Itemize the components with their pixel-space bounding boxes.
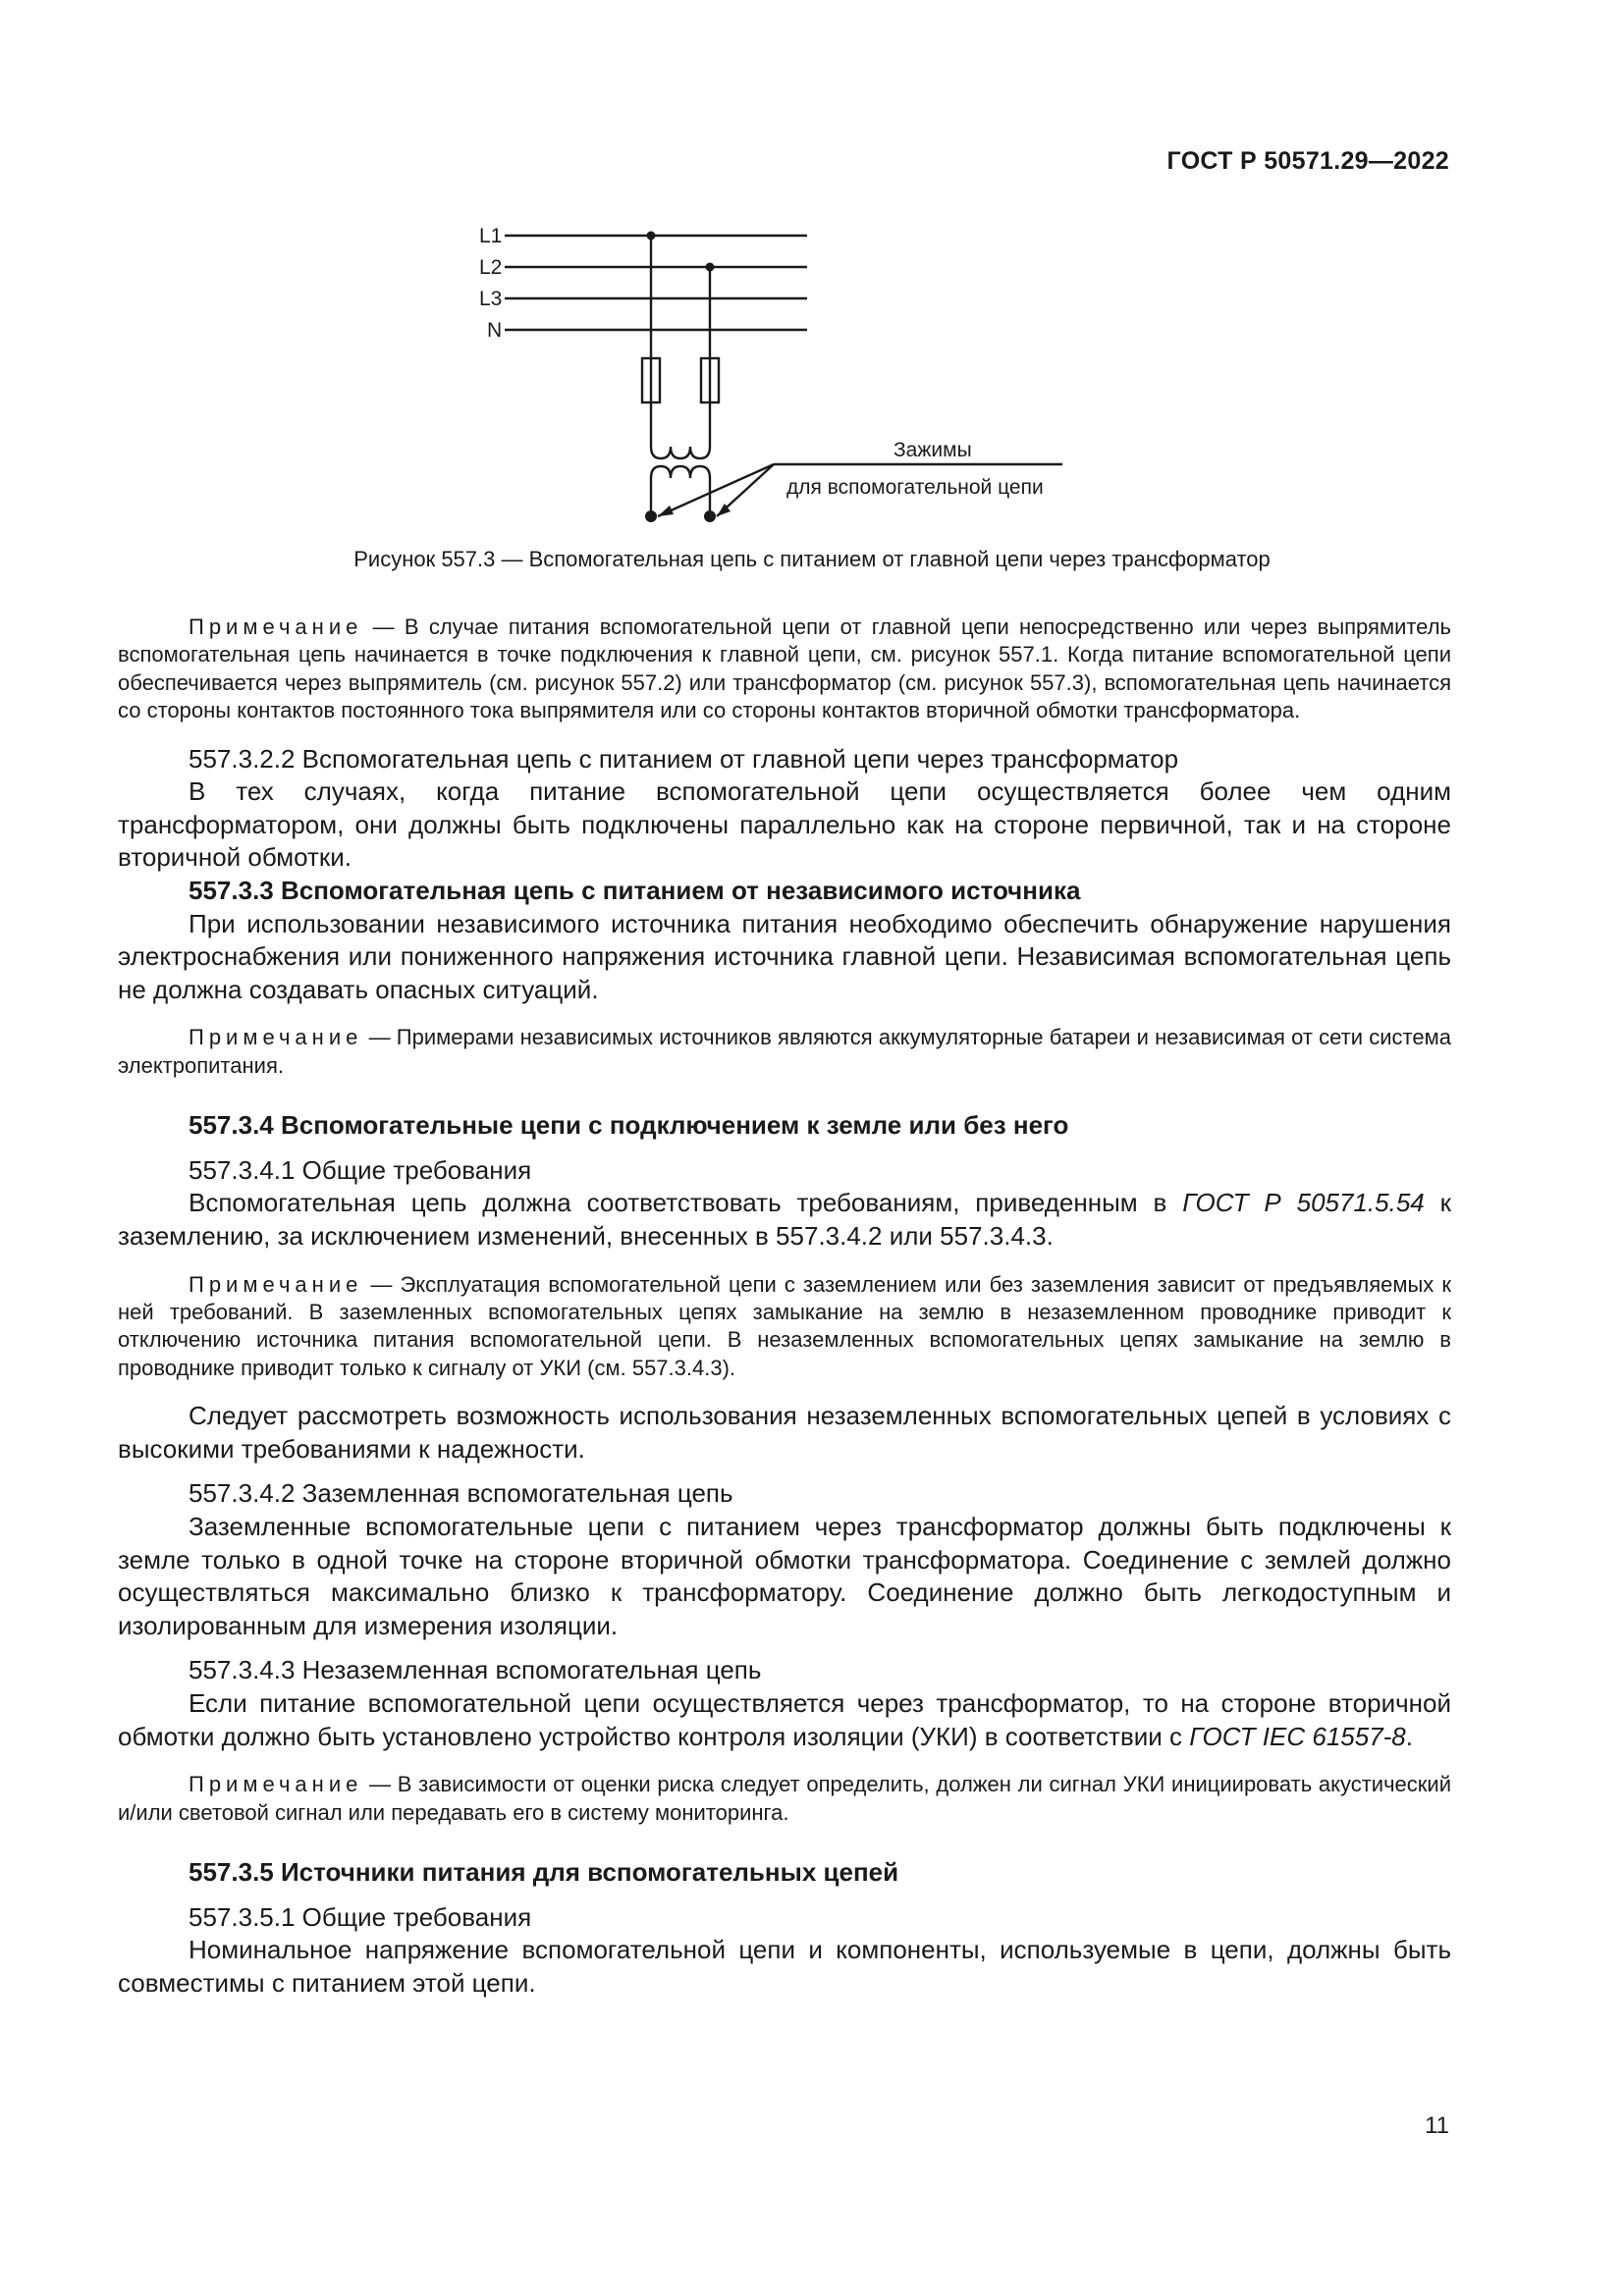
junction-l1 [647,232,656,240]
section-heading-bold [118,1856,1451,1890]
circuit-diagram [461,221,1110,535]
section-heading: 557.3.4.3 Незаземленная вспомогательная цепь [189,1655,762,1685]
body-paragraph: Номинальное напряжение вспомогательной цепи и компоненты, используемые в цепи, должны быть совместимы с питанием этой цепи. [118,1935,1451,1998]
section-heading-text: 557.3.3 Вспомогательная цепь с питанием от независимого источника [189,876,1081,905]
note-text: — Эксплуатация вспомогательной цепи с заземлением или без заземления зависит от предъявляемых к ней требований. В заземленных вспомогательных цепях замыкание на землю в незаземленном проводнике приводит к отключению источника питания вспомогательной цепи. В незаземленных вспомогательных цепях замыкание на землю в проводнике приводит только к сигналу от УКИ (см. 557.3.4.3). [118,1271,1451,1380]
note-paragraph [118,1271,1451,1383]
note-text: — В зависимости от оценки риска следует определить, должен ли сигнал УКИ инициировать акустический и/или световой сигнал или передавать его в систему мониторинга. [118,1772,1451,1825]
junction-l2 [706,263,715,272]
body-text: . [1405,1721,1414,1751]
note-paragraph [118,1771,1451,1827]
line-label-l1: L1 [479,225,503,247]
note-label: Примечание [189,614,363,639]
figure-caption: Рисунок 557.3 — Вспомогательная цепь с питанием от главной цепи через трансформатор [353,547,1271,571]
arrowhead-left [658,506,674,516]
standard-reference: ГОСТ Р 50571.5.54 [1182,1188,1425,1218]
transformer-primary-winding [651,447,710,458]
note-paragraph [118,1024,1451,1080]
document-body [118,614,1451,2000]
line-label-l3: L3 [479,288,503,310]
body-paragraph: Заземленные вспомогательные цепи с питанием через трансформатор должны быть подключены к земле только в одной точке на стороне вторичной обмотки трансформатора. Соединение с землей должно осуществляться максимально близко к трансформатору. Соединение должно быть легкодоступным и изолированным для измерения изоляции. [118,1511,1451,1640]
note-paragraph [118,614,1451,725]
terminal-right [704,510,716,522]
transformer-secondary-winding [651,466,710,478]
section-heading-bold [118,1109,1451,1143]
body-paragraph [118,1687,1451,1753]
body-text: Если питание вспомогательной цепи осуществляется через трансформатор, то на стороне вторичной обмотки должно быть установлено устройство контроля изоляции (УКИ) в соответствии с [118,1687,1451,1751]
note-label: Примечание [189,1772,363,1797]
note-label: Примечание [189,1271,363,1297]
standard-reference: ГОСТ IEC 61557-8 [1189,1721,1406,1751]
body-text: к заземлению, за исключением изменений, внесенных в 557.3.4.2 или 557.3.4.3. [118,1188,1451,1251]
body-paragraph: Следует рассмотреть возможность использования незаземленных вспомогательных цепей в условиях с высокими требованиями к надежности. [118,1401,1451,1464]
line-label-n: N [487,319,503,342]
line-label-l2: L2 [479,256,503,279]
figure-circuit-diagram [461,221,1110,535]
note-text: — В случае питания вспомогательной цепи от главной цепи непосредственно или через выпрямитель вспомогательная цепь начинается в точке подключения к главной цепи, см. рисунок 557.1. Когда питание вспомогательной цепи обеспечивается через выпрямитель (см. рисунок 557.2) или трансформатор (см. рисунок 557.3), вспомогательная цепь начинается со стороны контактов постоянного тока выпрямителя или со стороны контактов вторичной обмотки трансформатора. [118,614,1451,723]
section-heading: 557.3.5.1 Общие требования [189,1901,532,1932]
note-text: — Примерами независимых источников являются аккумуляторные батареи и независимая от сети система электропитания. [118,1025,1451,1078]
body-paragraph: В тех случаях, когда питание вспомогательной цепи осуществляется более чем одним трансформатором, они должны быть подключены параллельно как на стороне первичной, так и на стороне вторичной обмотки. [118,776,1451,873]
document-header: ГОСТ Р 50571.29—2022 [1166,147,1449,175]
terminal-left [645,510,657,522]
section-heading: 557.3.2.2 Вспомогательная цепь с питанием от главной цепи через трансформатор [189,743,1179,774]
page-number: 11 [1425,2112,1449,2139]
body-paragraph [118,1187,1451,1253]
terminals-label-line1: Зажимы [893,439,972,461]
body-paragraph: При использовании независимого источника питания необходимо обеспечить обнаружение нарушения электроснабжения или пониженного напряжения источника главной цепи. Независимая вспомогательная цепь не должна создавать опасных ситуаций. [118,908,1451,1004]
section-heading: 557.3.4.1 Общие требования [189,1154,532,1185]
terminal-pointer-left [658,464,774,516]
body-text: Вспомогательная цепь должна соответствовать требованиям, приведенным в [189,1188,1183,1218]
section-heading-text: 557.3.4 Вспомогательные цепи с подключением к земле или без него [189,1110,1069,1141]
note-label: Примечание [189,1025,363,1050]
section-heading-bold [118,875,1451,908]
terminals-label-line2: для вспомогательной цепи [786,476,1044,499]
section-heading: 557.3.4.2 Заземленная вспомогательная цепь [189,1478,733,1509]
section-heading-text: 557.3.5 Источники питания для вспомогательных цепей [189,1856,899,1887]
